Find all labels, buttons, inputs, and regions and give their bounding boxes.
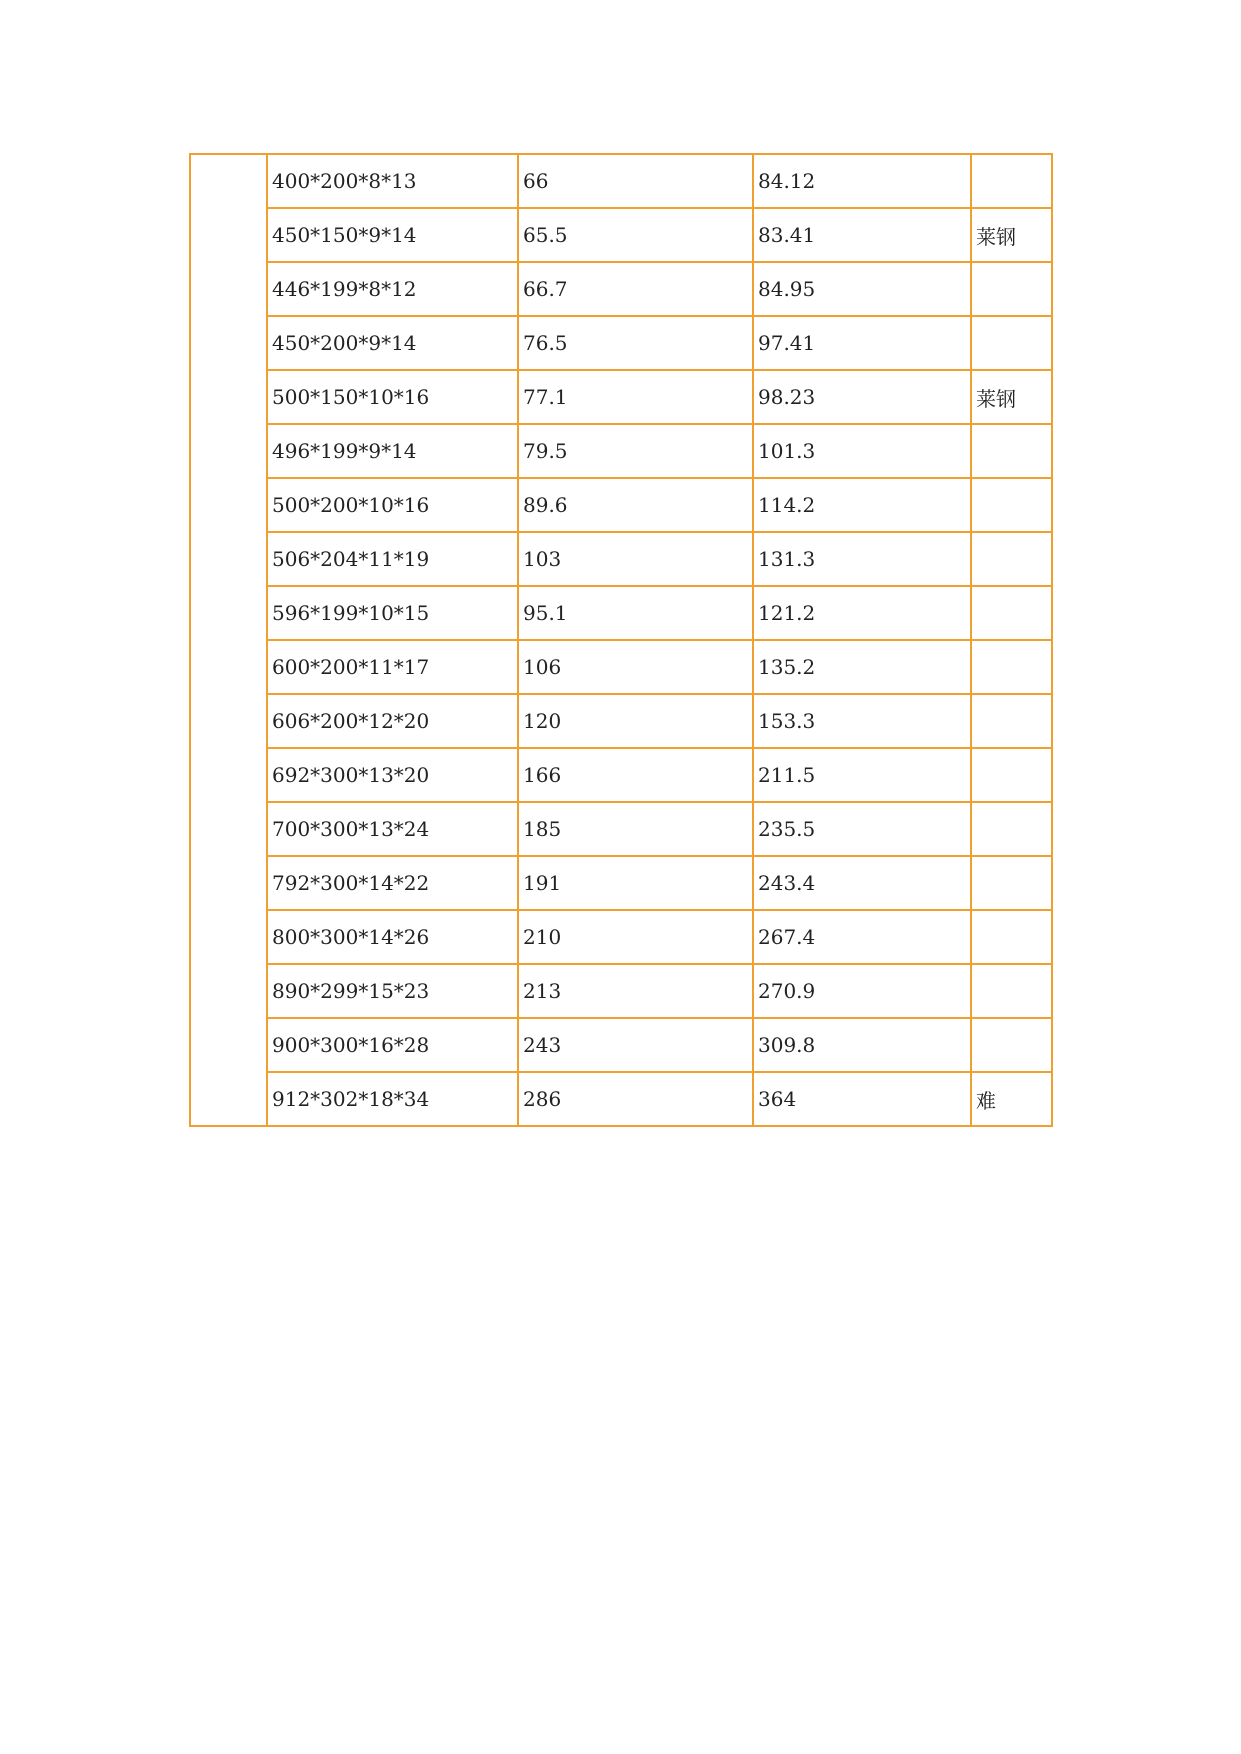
note-cell: 莱钢 [971,370,1052,424]
area-cell: 270.9 [753,964,971,1018]
note-cell [971,154,1052,208]
table-row [190,748,1052,802]
area-cell: 114.2 [753,478,971,532]
table-row [190,154,1052,208]
table-row [190,856,1052,910]
table-row [190,640,1052,694]
spec-cell: 900*300*16*28 [267,1018,518,1072]
weight-cell: 66.7 [518,262,753,316]
area-cell: 98.23 [753,370,971,424]
weight-cell: 166 [518,748,753,802]
area-cell: 84.12 [753,154,971,208]
spec-cell: 446*199*8*12 [267,262,518,316]
weight-cell: 106 [518,640,753,694]
area-cell: 235.5 [753,802,971,856]
table-row [190,478,1052,532]
spec-cell: 792*300*14*22 [267,856,518,910]
table-row [190,802,1052,856]
area-cell: 364 [753,1072,971,1126]
spec-cell: 700*300*13*24 [267,802,518,856]
area-cell: 309.8 [753,1018,971,1072]
area-cell: 131.3 [753,532,971,586]
area-cell: 101.3 [753,424,971,478]
weight-cell: 103 [518,532,753,586]
area-cell: 243.4 [753,856,971,910]
table-body [190,154,1052,1126]
area-cell: 121.2 [753,586,971,640]
table-row [190,208,1052,262]
weight-cell: 210 [518,910,753,964]
note-cell [971,1018,1052,1072]
table-row [190,532,1052,586]
area-cell: 153.3 [753,694,971,748]
note-cell [971,964,1052,1018]
spec-cell: 800*300*14*26 [267,910,518,964]
weight-cell: 89.6 [518,478,753,532]
note-cell [971,856,1052,910]
weight-cell: 191 [518,856,753,910]
weight-cell: 66 [518,154,753,208]
table-row [190,1018,1052,1072]
note-cell [971,748,1052,802]
weight-cell: 120 [518,694,753,748]
spec-cell: 890*299*15*23 [267,964,518,1018]
weight-cell: 243 [518,1018,753,1072]
note-cell [971,586,1052,640]
weight-cell: 213 [518,964,753,1018]
area-cell: 84.95 [753,262,971,316]
area-cell: 211.5 [753,748,971,802]
table-row [190,262,1052,316]
steel-spec-table [189,153,1053,1127]
weight-cell: 95.1 [518,586,753,640]
table-row [190,424,1052,478]
note-cell [971,478,1052,532]
spec-cell: 692*300*13*20 [267,748,518,802]
table-row [190,586,1052,640]
note-cell [971,910,1052,964]
spec-cell: 400*200*8*13 [267,154,518,208]
area-cell: 267.4 [753,910,971,964]
note-cell: 难 [971,1072,1052,1126]
weight-cell: 185 [518,802,753,856]
weight-cell: 79.5 [518,424,753,478]
spec-cell: 606*200*12*20 [267,694,518,748]
spec-cell: 500*200*10*16 [267,478,518,532]
note-cell [971,316,1052,370]
weight-cell: 65.5 [518,208,753,262]
table-row [190,370,1052,424]
note-cell: 莱钢 [971,208,1052,262]
merged-category-cell [190,154,267,1126]
spec-cell: 450*150*9*14 [267,208,518,262]
note-cell [971,262,1052,316]
weight-cell: 286 [518,1072,753,1126]
spec-cell: 450*200*9*14 [267,316,518,370]
table-row [190,910,1052,964]
spec-cell: 500*150*10*16 [267,370,518,424]
table-row [190,964,1052,1018]
spec-cell: 600*200*11*17 [267,640,518,694]
note-cell [971,532,1052,586]
note-cell [971,424,1052,478]
weight-cell: 76.5 [518,316,753,370]
note-cell [971,802,1052,856]
table-row [190,316,1052,370]
weight-cell: 77.1 [518,370,753,424]
area-cell: 83.41 [753,208,971,262]
spec-cell: 506*204*11*19 [267,532,518,586]
area-cell: 135.2 [753,640,971,694]
area-cell: 97.41 [753,316,971,370]
table-row [190,1072,1052,1126]
spec-cell: 496*199*9*14 [267,424,518,478]
spec-cell: 912*302*18*34 [267,1072,518,1126]
spec-cell: 596*199*10*15 [267,586,518,640]
note-cell [971,694,1052,748]
note-cell [971,640,1052,694]
table-row [190,694,1052,748]
